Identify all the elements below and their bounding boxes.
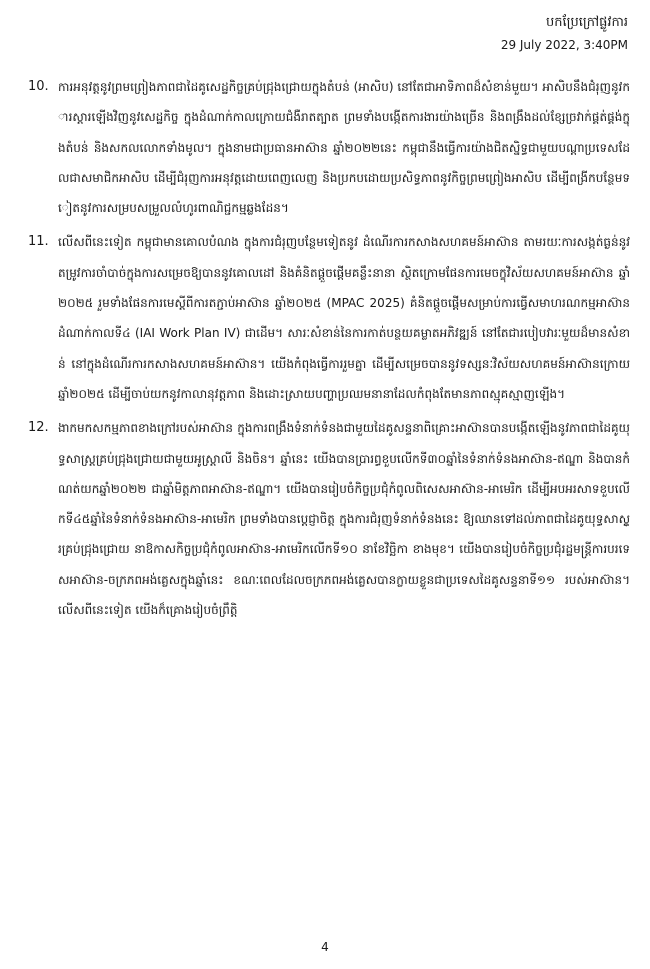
paragraph-text: ងាកមកសកម្មភាពខាងក្រៅរបស់អាស៊ាន ក្នុងការពង្រឹងទំនាក់ទំនងជាមួយដៃគូសន្ទនាពិគ្រោះអាស៊ានបានបង្កើតឡើងនូវភាពជាដៃគូយុទ្ធសាស្ត្រគ្រប់ជ្រុងជ្រោយជាមួយអូស្រ្តាលី និងចិន។ ឆ្នាំនេះ យើងបានប្រារព្ធខួបលើកទី៣០ឆ្នាំនៃទំនាក់ទំនងអាស៊ាន-ឥណ្ឌា និងបានកំណត់យកឆ្នាំ២០២២ ជាឆ្នាំមិត្តភាពអាស៊ាន-ឥណ្ឌា។ យើងបានរៀបចំកិច្ចប្រជុំកំពូលពិសេសអាស៊ាន-អាមេរិក ដើម្បីអបអរសាទខួបលើកទី៤៥ឆ្នាំនៃទំនាក់ទំនងអាស៊ាន-អាមេរិក ព្រមទាំងបានប្តេជ្ញាចិត្ត ក្នុងការជំរុញទំនាក់ទំនងនេះ ឱ្យឈានទៅដល់ភាពជាដៃគូយុទ្ធសាស្ត្រគ្រប់ជ្រុងជ្រោយ នាឱកាសកិច្ចប្រជុំកំពូលអាស៊ាន-អាមេរិកលើកទី១០ នាខែវិច្ឆិកា ខាងមុខ។ យើងបានរៀបចំកិច្ចប្រជុំរដ្ឋមន្ត្រីការបរទេសអាស៊ាន-ចក្រភពអង់គ្លេសក្នុងឆ្នាំនេះ ខណៈពេលដែលចក្រភពអង់គ្លេសបានក្លាយខ្លួនជាប្រទេសដៃគូសន្ទនាទី១១ របស់អាស៊ាន។ លើសពីនេះទៀត យើងក៏គ្រោងរៀបចំព្រឹត្តិ bbox=[58, 421, 630, 618]
paragraph-10 bbox=[28, 72, 630, 223]
document-date: 29 July 2022, 3:40PM bbox=[500, 38, 628, 52]
paragraph-number: 11. bbox=[28, 234, 49, 250]
paragraph-text: ការអនុវត្តនូវព្រមព្រៀងភាពជាដៃគូសេដ្ឋកិច្ចគ្រប់ជ្រុងជ្រោយក្នុងតំបន់ (អាសិប) នៅតែជាអាទិភាពដ៏សំខាន់មួយ។ អាសិបនឹងជំរុញនូវការស្តារឡើងវិញនូវសេដ្ឋកិច្ច ក្នុងដំណាក់កាលក្រោយជំងឺរាតត្បាត ព្រមទាំងបង្កើតការងារយ៉ាងច្រើន និងពង្រឹងដល់ខ្សែច្រវាក់ផ្គត់ផ្គង់ក្នុងតំបន់ និងសកលលោកទាំងមូល។ ក្នុងនាមជាប្រធានអាស៊ាន ឆ្នាំ២០២២នេះ កម្ពុជានឹងធ្វើការយ៉ាងជិតស្និទ្ធជាមួយបណ្តាប្រទេសដែលជាសមាជិកអាសិប ដើម្បីជំរុញការអនុវត្តដោយពេញលេញ និងប្រកបដោយប្រសិទ្ធភាពនូវកិច្ចព្រមព្រៀងអាសិប ដើម្បីពង្រីកបន្ថែមទៀតនូវការសម្របសម្រួលលំហូរពាណិជ្ជកម្មឆ្លងដែន។ bbox=[58, 80, 630, 216]
paragraph-12 bbox=[28, 413, 630, 625]
paragraph-list bbox=[28, 72, 630, 629]
paragraph-number: 12. bbox=[28, 420, 49, 436]
paragraph-text: លើសពីនេះទៀត កម្ពុជាមានគោលបំណង ក្នុងការជំរុញបន្ថែមទៀតនូវ ដំណើរការកសាងសហគមន៍អាស៊ាន តាមរយៈការសង្កត់ធ្ងន់នូវតម្រូវការចាំបាច់ក្នុងការសម្រេចឱ្យបាននូវគោលដៅ និងគំនិតផ្តួចផ្តើមគន្លឹះនានា ស្ថិតក្រោមផែនការមេចក្ខុវិស័យសហគមន៍អាស៊ាន ឆ្នាំ២០២៥ រួមទាំងផែនការមេស្តីពីការតភ្ជាប់អាស៊ាន ឆ្នាំ២០២៥ (MPAC 2025) គំនិតផ្តួចផ្តើមសម្រាប់ការធ្វើសមាហរណកម្មអាស៊ាន ដំណាក់កាលទី៤ (IAI Work Plan IV) ជាដើម។ សារៈសំខាន់នៃការកាត់បន្ថយគម្លាតអភិវឌ្ឍន៍ នៅតែជារបៀបវារៈមួយដ៏មានសំខាន់ នៅក្នុងដំណើរការកសាងសហគមន៍អាស៊ាន។ យើងកំពុងធ្វើការរួមគ្នា ដើម្បីសម្រេចបាននូវទស្សនៈវិស័យសហគមន៍អាស៊ានក្រោយឆ្នាំ២០២៥ ដើម្បីចាប់យកនូវកាលានុវត្តភាព និងដោះស្រាយបញ្ហាប្រឈមនានាដែលកំពុងតែមានភាពស្មុគស្មាញឡើង។ bbox=[58, 235, 630, 401]
document-header bbox=[501, 12, 628, 56]
paragraph-11 bbox=[28, 227, 630, 409]
page-number: 4 bbox=[321, 940, 329, 954]
unofficial-translation-label: បកប្រែក្រៅផ្លូវការ bbox=[545, 15, 628, 30]
paragraph-number: 10. bbox=[28, 79, 49, 94]
